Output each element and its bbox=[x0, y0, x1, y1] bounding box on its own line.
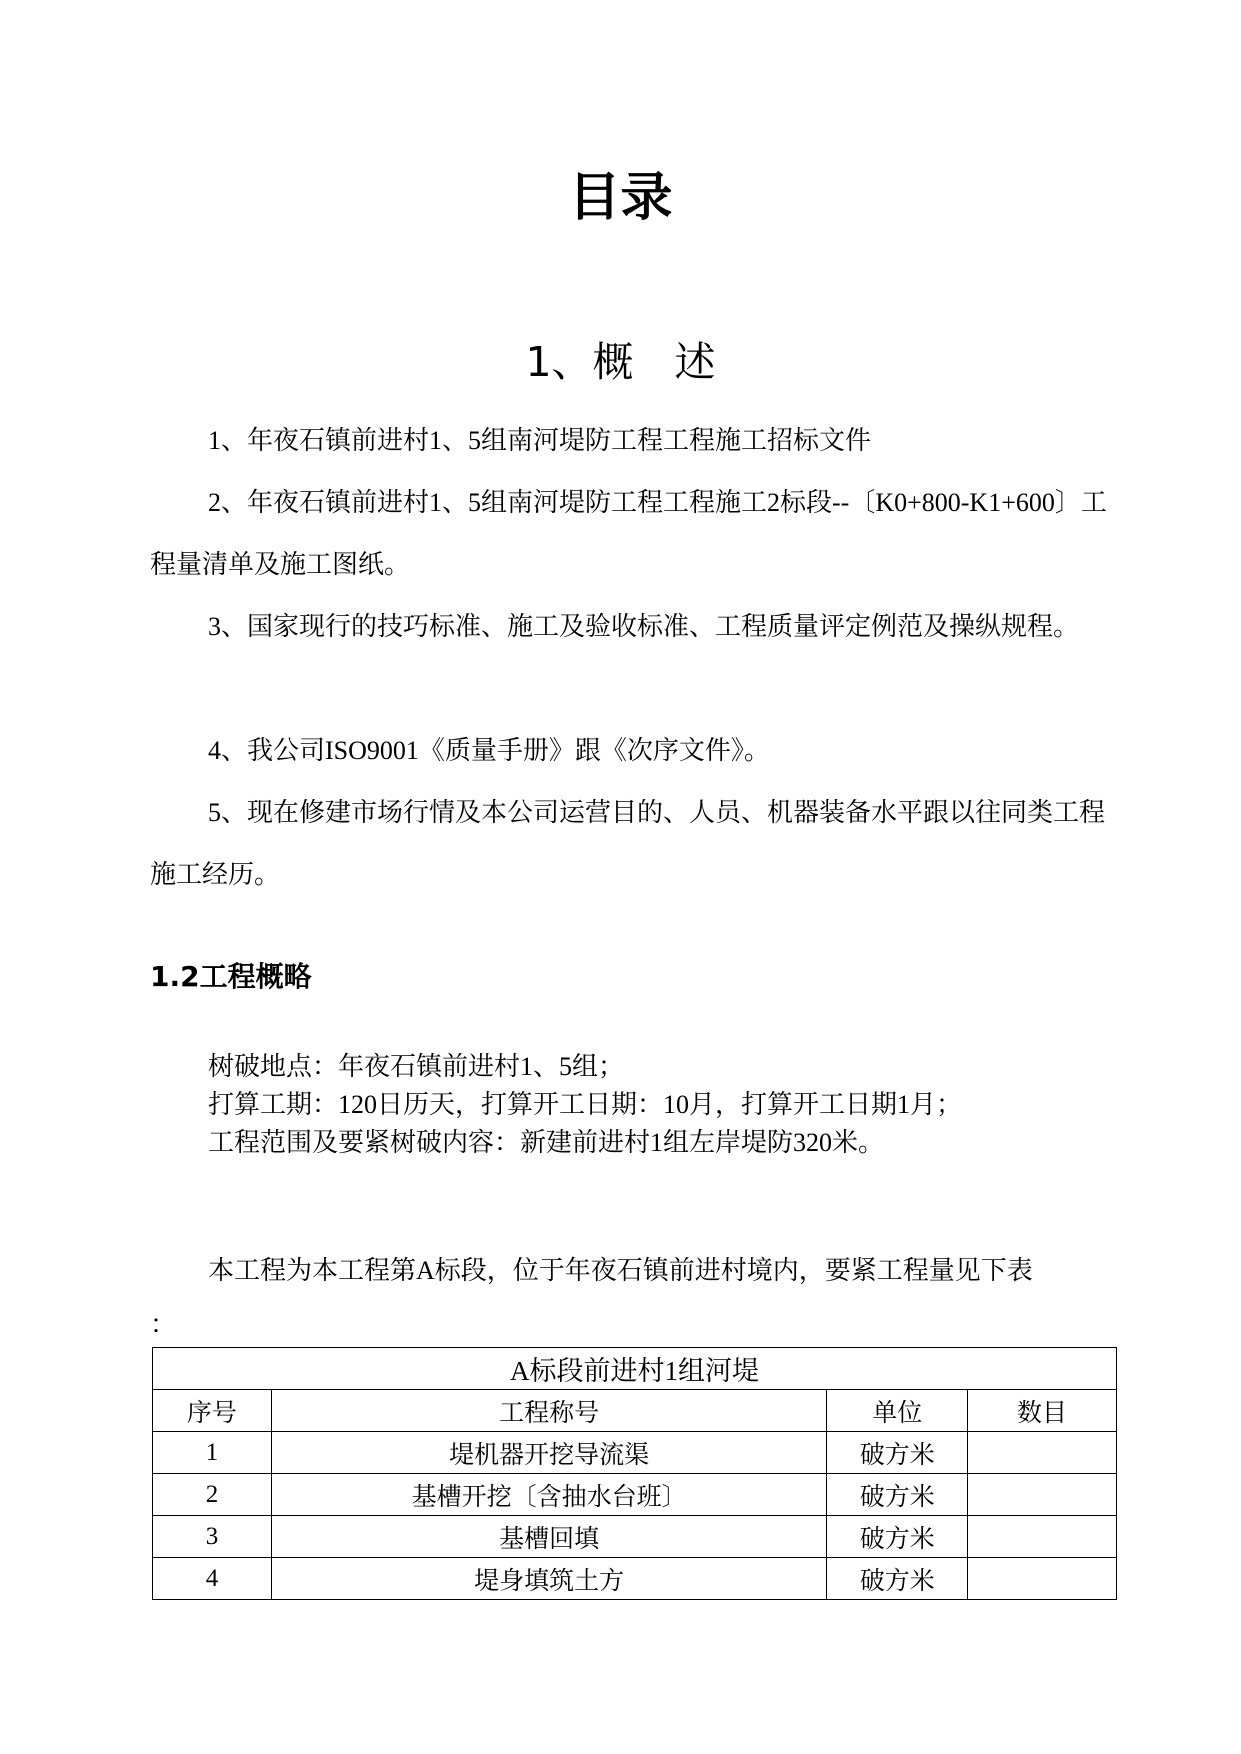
table-row bbox=[153, 1558, 1117, 1600]
cell-quantity bbox=[968, 1474, 1117, 1516]
table-row bbox=[153, 1474, 1117, 1516]
paragraph-1: 1、年夜石镇前进村1、5组南河堤防工程工程施工招标文件 bbox=[208, 426, 872, 455]
cell-quantity bbox=[968, 1516, 1117, 1558]
header-unit: 单位 bbox=[827, 1390, 968, 1432]
project-info-block bbox=[208, 1048, 962, 1162]
cell-unit: 破方米 bbox=[827, 1474, 968, 1516]
cell-item-name: 堤机器开挖导流渠 bbox=[271, 1432, 826, 1474]
table-row bbox=[153, 1516, 1117, 1558]
cell-quantity bbox=[968, 1558, 1117, 1600]
table-row bbox=[153, 1432, 1117, 1474]
quantity-table bbox=[152, 1347, 1117, 1600]
cell-unit: 破方米 bbox=[827, 1432, 968, 1474]
info-line-schedule: 打算工期：120日历天，打算开工日期：10月，打算开工日期1月； bbox=[208, 1090, 963, 1119]
header-quantity: 数目 bbox=[968, 1390, 1117, 1432]
cell-index: 3 bbox=[153, 1516, 272, 1558]
section-title: 1、概 述 bbox=[525, 338, 716, 386]
cell-index: 1 bbox=[153, 1432, 272, 1474]
cell-item-name: 基槽回填 bbox=[271, 1516, 826, 1558]
header-item-name: 工程称号 bbox=[271, 1390, 826, 1432]
cell-unit: 破方米 bbox=[827, 1516, 968, 1558]
info-line-location: 树破地点：年夜石镇前进村1、5组； bbox=[208, 1052, 625, 1081]
paragraph-2: 2、年夜石镇前进村1、5组南河堤防工程工程施工2标段--〔K0+800-K1+600〕工程量清单及施工图纸。 bbox=[150, 488, 1107, 579]
table-intro: 本工程为本工程第A标段，位于年夜石镇前进村境内，要紧工程量见下表 bbox=[208, 1256, 1033, 1285]
cell-index: 4 bbox=[153, 1558, 272, 1600]
table-intro-tail: ： bbox=[150, 1310, 177, 1339]
table-header-row bbox=[153, 1390, 1117, 1432]
document-title: 目录 bbox=[568, 168, 673, 228]
cell-quantity bbox=[968, 1432, 1117, 1474]
table-caption: A标段前进村1组河堤 bbox=[153, 1348, 1117, 1390]
cell-unit: 破方米 bbox=[827, 1558, 968, 1600]
table-caption-row bbox=[153, 1348, 1117, 1390]
cell-item-name: 基槽开挖〔含抽水台班〕 bbox=[271, 1474, 826, 1516]
paragraph-5: 5、现在修建市场行情及本公司运营目的、人员、机器装备水平跟以往同类工程施工经历。 bbox=[150, 798, 1106, 889]
cell-index: 2 bbox=[153, 1474, 272, 1516]
paragraph-3: 3、国家现行的技巧标准、施工及验收标准、工程质量评定例范及操纵规程。 bbox=[208, 612, 1080, 641]
info-line-scope: 工程范围及要紧树破内容：新建前进村1组左岸堤防320米。 bbox=[208, 1128, 885, 1157]
header-index: 序号 bbox=[153, 1390, 272, 1432]
paragraph-4: 4、我公司ISO9001《质量手册》跟《次序文件》。 bbox=[208, 736, 770, 765]
subheading-project-overview: 1.2工程概略 bbox=[150, 960, 312, 993]
cell-item-name: 堤身填筑土方 bbox=[271, 1558, 826, 1600]
